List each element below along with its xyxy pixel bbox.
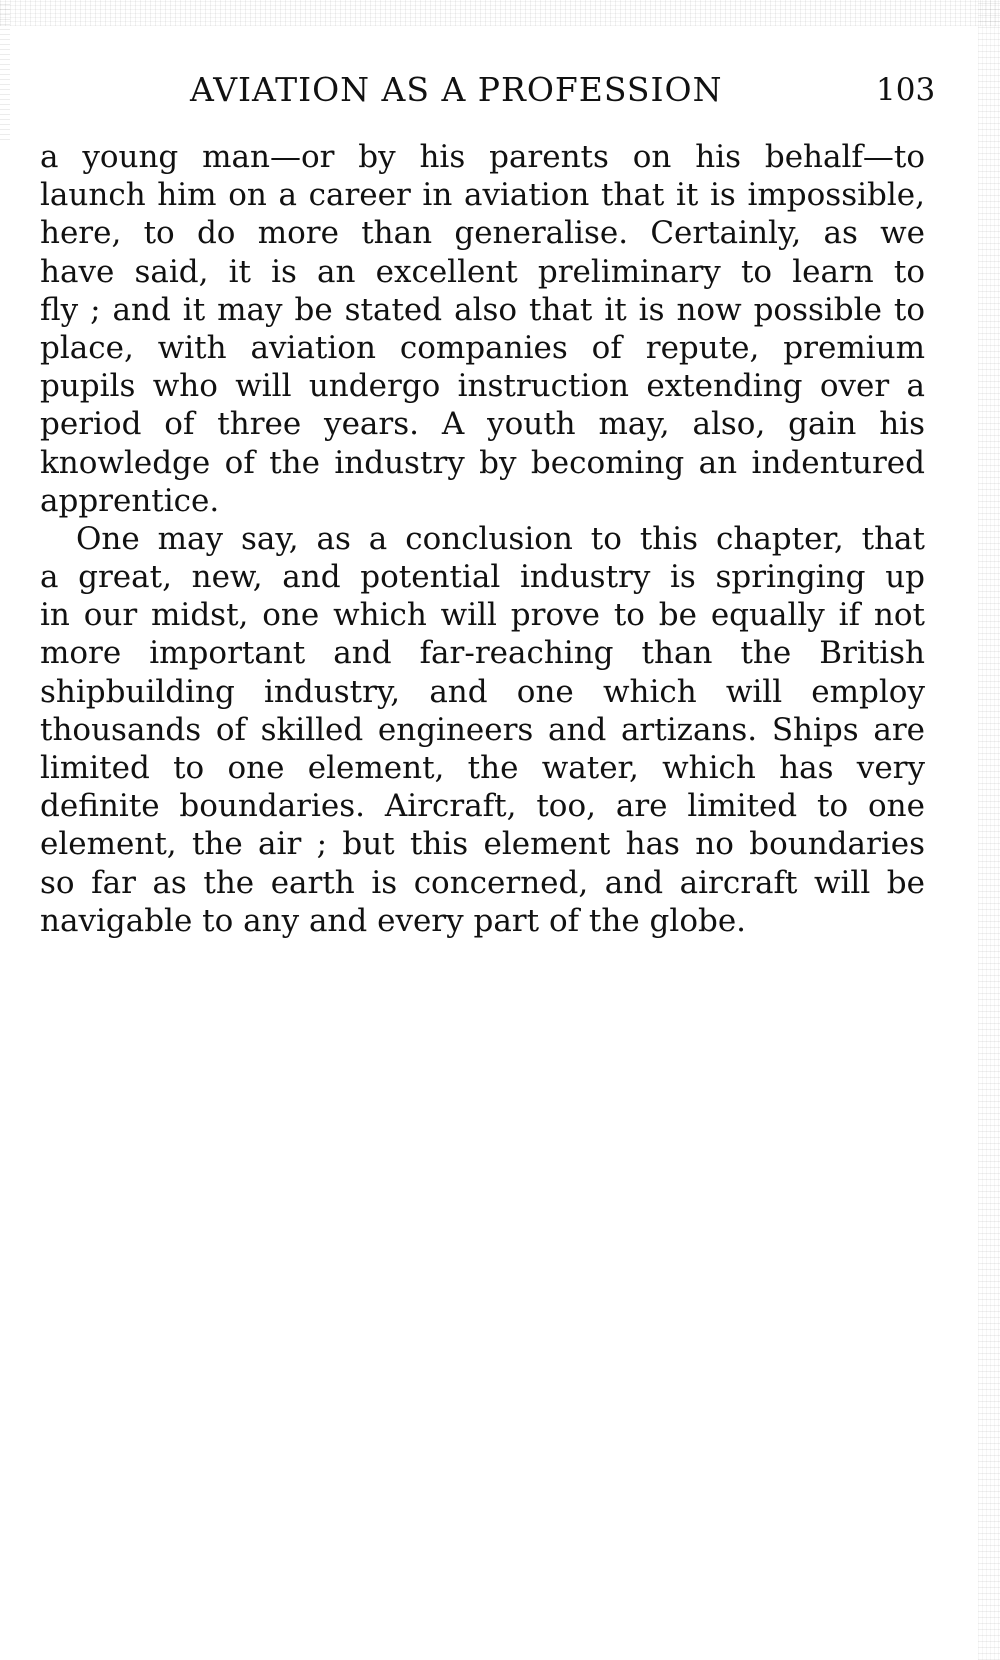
paragraph-2 [40,520,925,940]
text-line: have said, it is an excellent preliminary to learn to [40,253,925,290]
text-line: limited to one element, the water, which has very [40,750,925,786]
body-text [40,138,925,940]
text-line: thousands of skilled engineers and artizans. Ships are [40,711,925,748]
page-number: 103 [876,72,936,108]
text-line: so far as the earth is concerned, and aircraft will be [40,864,925,901]
text-line: a great, new, and potential industry is springing up [40,559,925,596]
text-line: shipbuilding industry, and one which will employ [40,673,925,710]
scan-edge-right [978,0,1000,1660]
scan-edge-left [0,0,10,140]
paragraph-1 [40,138,925,520]
text-line: pupils who will undergo instruction extending over a [40,368,925,405]
text-line: here, to do more than generalise. Certainly, as we [40,215,925,252]
text-line: knowledge of the industry by becoming an indentured [40,444,925,481]
text-line: One may say, as a conclusion to this chapter, that [76,520,925,557]
text-line: fly ; and it may be stated also that it is now possible to [40,291,925,328]
text-line: a young man—or by his parents on his behalf—to [40,139,925,175]
text-line: navigable to any and every part of the globe. [40,902,747,939]
text-line: place, with aviation companies of repute, premium [40,329,925,366]
text-line: period of three years. A youth may, also, gain his [40,406,925,443]
text-line: launch him on a career in aviation that it is impossible, [40,177,925,214]
scan-edge-top [0,0,1000,26]
text-line: element, the air ; but this element has no boundaries [40,826,925,863]
text-line: more important and far-reaching than the British [40,635,925,672]
text-line: apprentice. [40,482,220,519]
text-line: definite boundaries. Aircraft, too, are limited to one [40,788,925,825]
text-line: in our midst, one which will prove to be equally if not [40,597,925,634]
running-head-title: AVIATION AS A PROFESSION [190,70,723,109]
